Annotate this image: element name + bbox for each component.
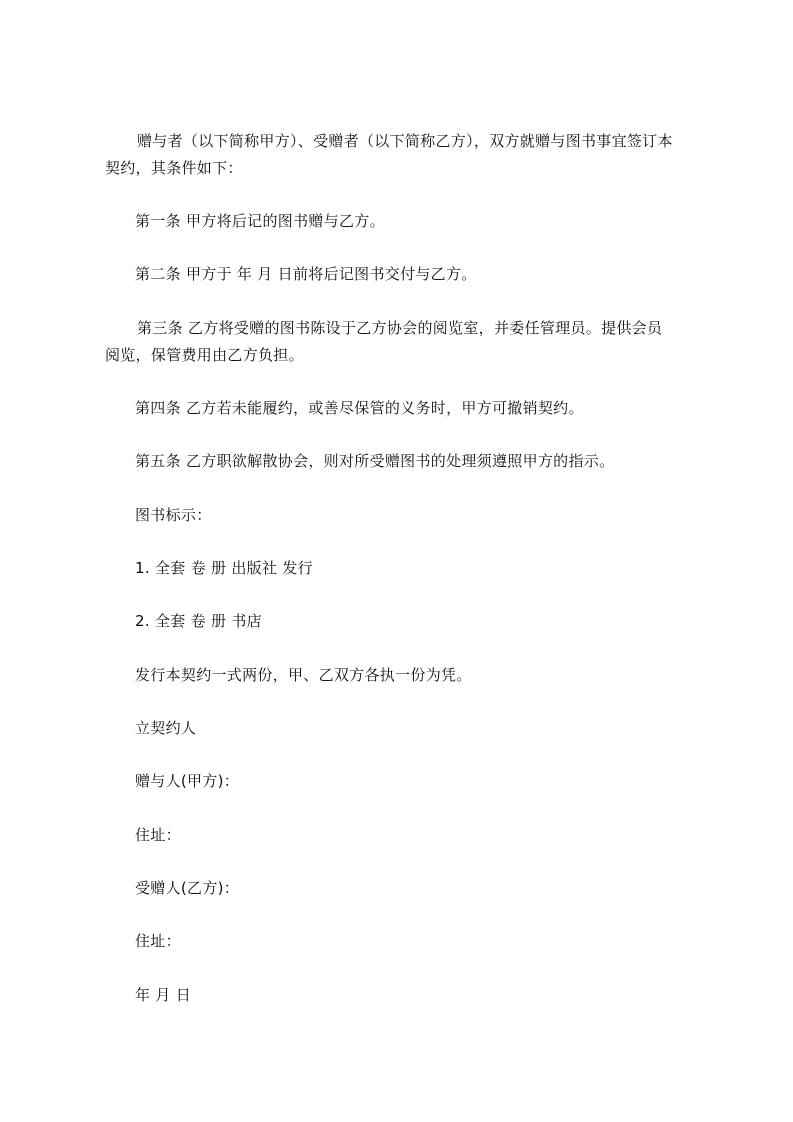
intro-line-1: 赠与者（以下简称甲方）、受赠者（以下简称乙方），双方就赠与图书事宜签订本 <box>137 132 673 150</box>
book-heading: 图书标示： <box>135 506 212 524</box>
donee-label: 受赠人(乙方)： <box>135 879 240 897</box>
article-2: 第二条 甲方于 年 月 日前将后记图书交付与乙方。 <box>135 265 477 283</box>
article-4: 第四条 乙方若未能履约，或善尽保管的义务时，甲方可撤销契约。 <box>135 399 584 417</box>
donee-address-label: 住址： <box>135 932 181 950</box>
article-3-line-1: 第三条 乙方将受赠的图书陈设于乙方协会的阅览室，并委任管理员。提供会员 <box>137 319 663 337</box>
donor-address-label: 住址： <box>135 826 181 844</box>
book-item-2: 2. 全套 卷 册 书店 <box>135 612 262 630</box>
copies-note: 发行本契约一式两份，甲、乙双方各执一份为凭。 <box>135 666 472 684</box>
article-3-line-2: 阅览，保管费用由乙方负担。 <box>105 346 304 364</box>
donor-label: 赠与人(甲方)： <box>135 772 240 790</box>
date-line: 年 月 日 <box>135 986 192 1004</box>
signatories-heading: 立契约人 <box>135 719 197 737</box>
intro-line-2: 契约，其条件如下： <box>105 159 243 177</box>
article-5: 第五条 乙方职欲解散协会，则对所受赠图书的处理须遵照甲方的指示。 <box>135 452 615 470</box>
article-1: 第一条 甲方将后记的图书赠与乙方。 <box>135 212 385 230</box>
book-item-1: 1. 全套 卷 册 出版社 发行 <box>135 559 313 577</box>
